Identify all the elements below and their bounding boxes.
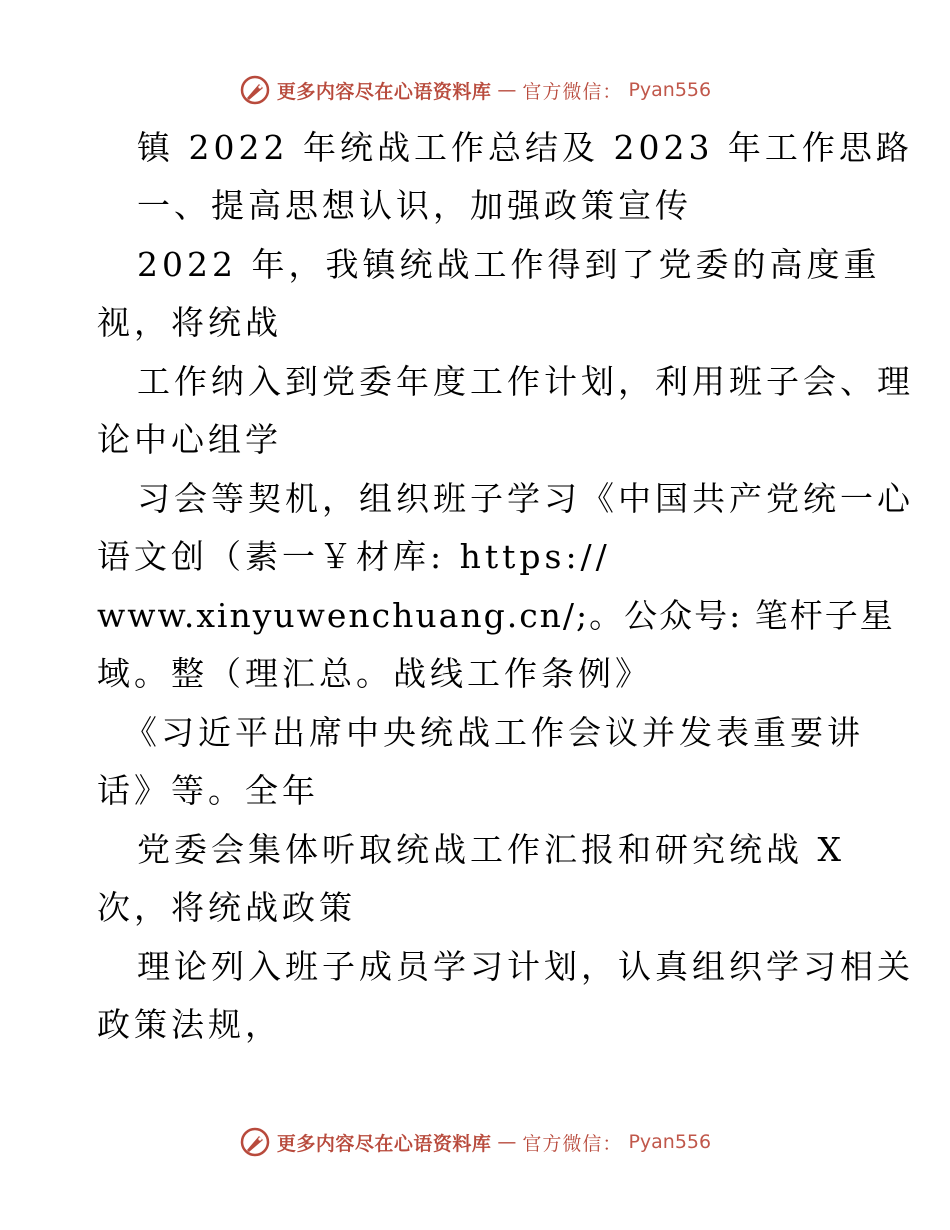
paragraph-line: 政策法规， bbox=[97, 1005, 282, 1044]
paragraph-line: 2022 年，我镇统战工作得到了党委的高度重 bbox=[137, 245, 881, 284]
paragraph-line: 《习近平出席中央统战工作会议并发表重要讲 bbox=[124, 713, 864, 752]
banner-text: 更多内容尽在心语资料库 bbox=[276, 1132, 492, 1155]
document-title: 镇 2022 年统战工作总结及 2023 年工作思路 bbox=[137, 128, 913, 167]
paragraph-line: 论中心组学 bbox=[97, 420, 282, 459]
pen-nib-logo-icon bbox=[239, 1126, 271, 1158]
paragraph-line: 习会等契机，组织班子学习《中国共产党统一心 bbox=[137, 479, 914, 518]
section-heading: 一、提高思想认识，加强政策宣传 bbox=[137, 186, 692, 225]
paragraph-line: 域。整（理汇总。战线工作条例》 bbox=[97, 654, 652, 693]
banner-separator: — bbox=[497, 79, 517, 101]
banner-wechat-id: Pyan556 bbox=[628, 79, 712, 101]
paragraph-line: 理论列入班子成员学习计划，认真组织学习相关 bbox=[137, 947, 914, 986]
paragraph-line: 话》等。全年 bbox=[97, 771, 319, 810]
banner-wechat-label: 官方微信： bbox=[522, 80, 623, 103]
footer-watermark-banner bbox=[0, 1126, 950, 1158]
paragraph-line: 视，将统战 bbox=[97, 303, 282, 342]
header-watermark-banner bbox=[0, 74, 950, 106]
banner-wechat-label: 官方微信： bbox=[522, 1132, 623, 1155]
paragraph-line: 次，将统战政策 bbox=[97, 888, 356, 927]
paragraph-line: www.xinyuwenchuang.cn/;。公众号: 笔杆子星 bbox=[97, 596, 895, 635]
banner-separator: — bbox=[497, 1131, 517, 1153]
paragraph-line: 工作纳入到党委年度工作计划，利用班子会、理 bbox=[137, 362, 914, 401]
banner-text: 更多内容尽在心语资料库 bbox=[276, 80, 492, 103]
banner-wechat-id: Pyan556 bbox=[628, 1131, 712, 1153]
pen-nib-logo-icon bbox=[239, 74, 271, 106]
paragraph-line: 党委会集体听取统战工作汇报和研究统战 X bbox=[137, 830, 845, 869]
paragraph-line: 语文创（素一￥材库: https:// bbox=[97, 537, 611, 576]
